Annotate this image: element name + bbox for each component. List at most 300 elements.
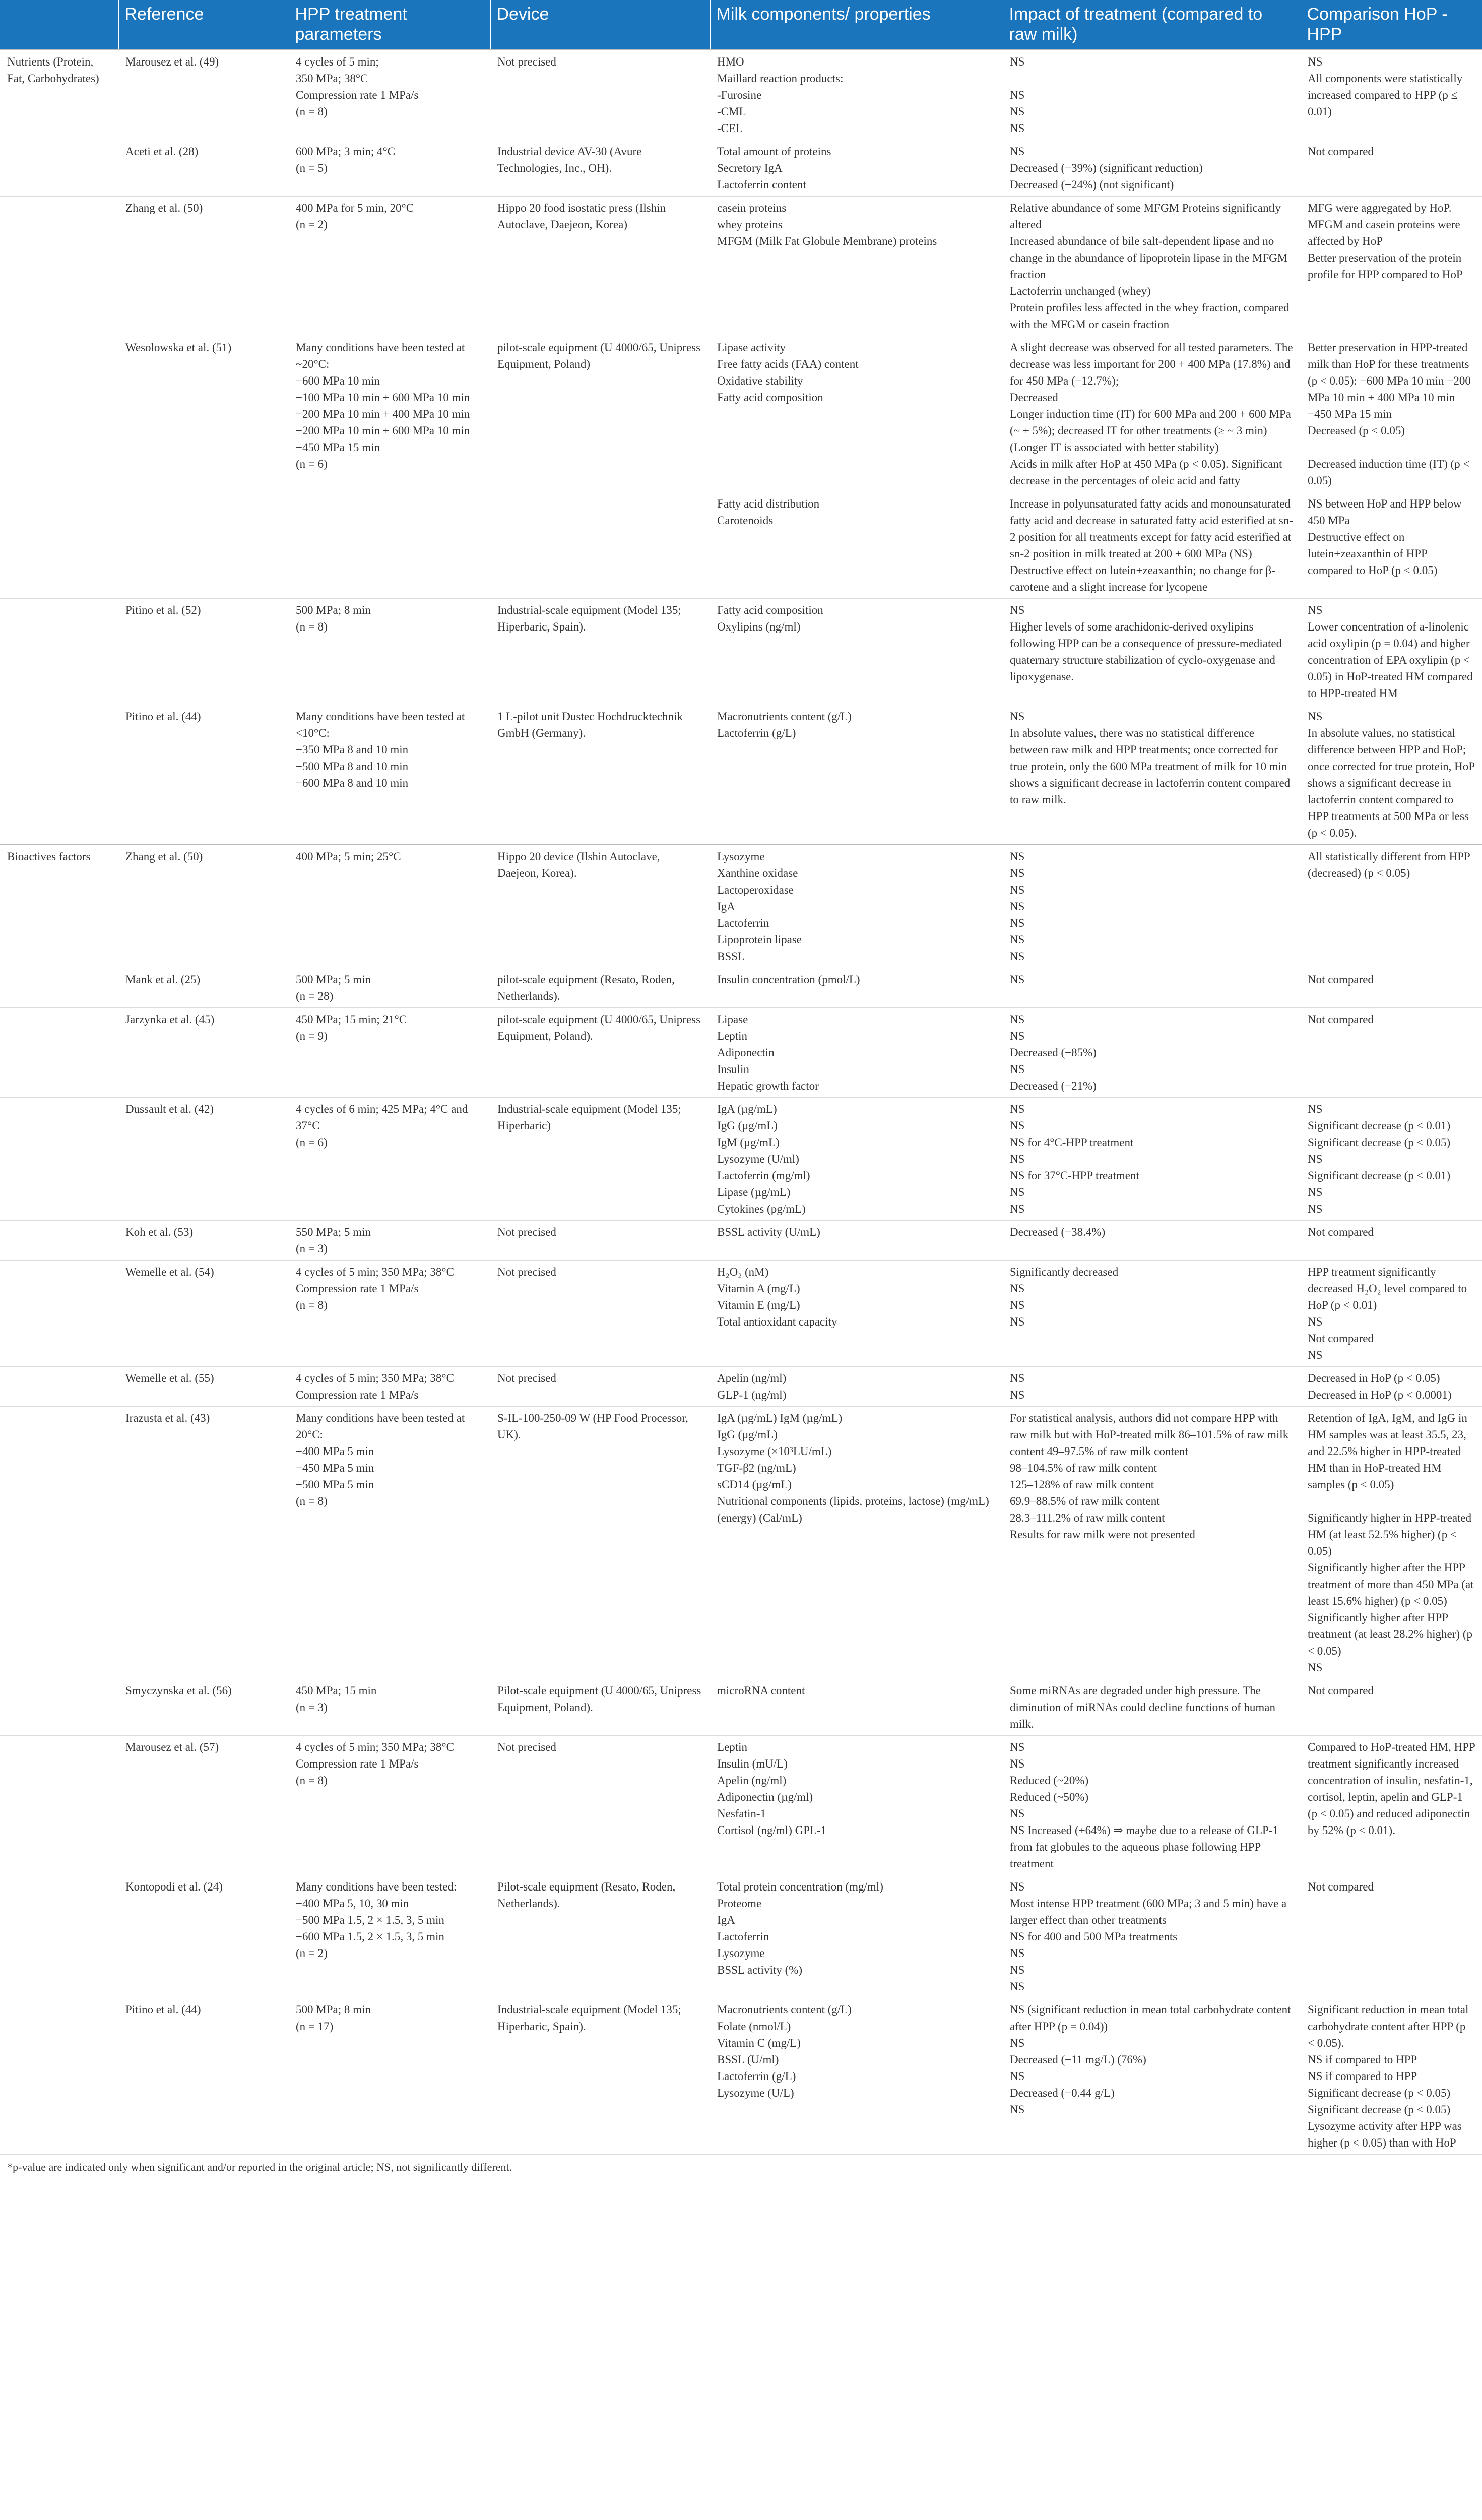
table-row [0, 140, 1482, 197]
comparison-cell [1301, 968, 1482, 1008]
cell-line: NS [1010, 900, 1025, 913]
cell-line: −500 MPa 1.5, 2 × 1.5, 3, 5 min [296, 1914, 444, 1926]
cell-line: Oxidative stability [717, 374, 803, 387]
cell-line: 28.3–111.2% of raw milk content [1010, 1511, 1165, 1524]
device-cell [490, 1008, 710, 1098]
cell-line: GLP-1 (ng/ml) [717, 1389, 787, 1401]
cell-line: NS [1308, 1349, 1323, 1361]
cell-line: Apelin (ng/ml) [717, 1372, 787, 1384]
cell-line: NS if compared to HPP [1308, 2070, 1417, 2083]
comparison-cell [1301, 705, 1482, 845]
cell-line: IgG (µg/mL) [717, 1428, 778, 1441]
reference-link[interactable]: Wesolowska et al. (51) [125, 341, 232, 354]
table-row [0, 1261, 1482, 1367]
reference-link[interactable]: Dussault et al. (42) [125, 1103, 214, 1115]
group-label [0, 1261, 118, 1367]
device-cell [490, 968, 710, 1008]
reference-cell [118, 1367, 289, 1407]
cell-line: NS for 4°C-HPP treatment [1010, 1136, 1134, 1149]
cell-line: Decreased [1010, 391, 1058, 404]
impact-cell [1003, 968, 1301, 1008]
components-cell [710, 1098, 1003, 1221]
reference-link[interactable]: Wemelle et al. (55) [125, 1372, 214, 1384]
table-row [0, 197, 1482, 336]
reference-cell [118, 1261, 289, 1367]
reference-link[interactable]: Pitino et al. (52) [125, 604, 201, 616]
cell-line: Decreased (p < 0.05) [1308, 424, 1405, 437]
group-label [0, 1679, 118, 1736]
cell-line: NS [1010, 2103, 1025, 2116]
reference-cell [118, 968, 289, 1008]
cell-line: NS [1010, 1372, 1025, 1384]
cell-line: Lipase (µg/mL) [717, 1186, 791, 1199]
comparison-cell [1301, 1736, 1482, 1875]
components-cell [710, 1221, 1003, 1261]
cell-line: Better preservation in HPP-treated milk than HoP for these treatments (p < 0.05): −600 MPa 10 min −200 MPa 10 min + 400 MPa 10 min −450 MPa 15 min [1308, 341, 1471, 420]
cell-line: In absolute values, there was no statistical difference between raw milk and HPP treatments; once corrected for true protein, only the 600 MPa treatment of milk for 10 min shows a significant decrease in lactoferrin content compared to raw milk. [1010, 727, 1291, 806]
device-cell [490, 1098, 710, 1221]
table-row [0, 1367, 1482, 1407]
device-cell [490, 1998, 710, 2155]
cell-line: Lower concentration of a-linolenic acid oxylipin (p = 0.04) and higher concentration of EPA oxylipin (p < 0.05) in HoP-treated HM compared to HPP-treated HM [1308, 620, 1473, 700]
cell-line: Relative abundance of some MFGM Proteins significantly altered [1010, 202, 1281, 231]
cell-line: -CEL [717, 122, 743, 135]
cell-line: Industrial device AV-30 (Avure Technologies, Inc., OH). [497, 145, 642, 174]
comparison-cell [1301, 197, 1482, 336]
cell-line: NS [1308, 710, 1323, 723]
table-row [0, 50, 1482, 140]
cell-line: Industrial-scale equipment (Model 135; Hiperbaric) [497, 1103, 681, 1132]
reference-cell [118, 599, 289, 705]
cell-line: 350 MPa; 38°C [296, 72, 368, 85]
device-cell [490, 336, 710, 492]
components-cell [710, 1261, 1003, 1367]
reference-cell [118, 1875, 289, 1998]
table-row [0, 336, 1482, 492]
cell-line: Fatty acid distribution [717, 497, 820, 510]
cell-line: Total protein concentration (mg/ml) [717, 1880, 883, 1893]
cell-line: BSSL activity (U/mL) [717, 1226, 820, 1238]
group-label: Nutrients (Protein, Fat, Carbohydrates) [0, 50, 118, 140]
impact-cell [1003, 1098, 1301, 1221]
cell-line: Lactoferrin (g/L) [717, 727, 796, 739]
cell-line: Decreased (−39%) (significant reduction) [1010, 162, 1203, 174]
group-label [0, 1098, 118, 1221]
cell-line: NS [1308, 1203, 1323, 1215]
cell-line: NS [1010, 1282, 1025, 1295]
cell-line: Nesfatin-1 [717, 1807, 766, 1820]
cell-line: Not compared [1308, 1226, 1374, 1238]
cell-line: Decreased (−21%) [1010, 1080, 1097, 1092]
impact-cell [1003, 1221, 1301, 1261]
cell-line: NS [1010, 1153, 1025, 1165]
comparison-cell [1301, 1679, 1482, 1736]
cell-line: NS [1308, 1153, 1323, 1165]
cell-line: Not compared [1308, 1880, 1374, 1893]
group-label: Bioactives factors [0, 845, 118, 968]
cell-line: Cortisol (ng/ml) GPL-1 [717, 1824, 827, 1837]
comparison-cell [1301, 140, 1482, 197]
cell-line: (n = 8) [296, 1495, 328, 1507]
cell-line: S-IL-100-250-09 W (HP Food Processor, UK). [497, 1412, 688, 1441]
comparison-cell [1301, 1261, 1482, 1367]
cell-line: Adiponectin (µg/ml) [717, 1791, 813, 1803]
cell-line: IgA [717, 900, 735, 913]
table-row [0, 845, 1482, 968]
cell-line: NS [1308, 1186, 1323, 1199]
cell-line: NS [1010, 950, 1025, 963]
components-cell [710, 1679, 1003, 1736]
cell-line: Decreased in HoP (p < 0.05) [1308, 1372, 1440, 1384]
cell-line: HPP treatment significantly decreased H₂O₂ level compared to HoP (p < 0.01) [1308, 1266, 1467, 1311]
components-cell [710, 492, 1003, 599]
cell-line: Some miRNAs are degraded under high pressure. The diminution of miRNAs could decline functions of human milk. [1010, 1684, 1276, 1730]
cell-line: Hippo 20 device (Ilshin Autoclave, Daejeon, Korea). [497, 850, 660, 879]
cell-line: (n = 2) [296, 218, 328, 231]
cell-line: 4 cycles of 5 min; 350 MPa; 38°C [296, 1372, 454, 1384]
cell-line: Lysozyme [717, 850, 765, 863]
reference-link[interactable]: Zhang et al. (50) [125, 850, 203, 863]
cell-line: 450 MPa; 15 min; 21°C [296, 1013, 407, 1026]
reference-link[interactable]: Zhang et al. (50) [125, 202, 203, 214]
cell-line: Decreased (−24%) (not significant) [1010, 178, 1174, 191]
column-header: Device [490, 0, 710, 50]
cell-line: Many conditions have been tested at 20°C: [296, 1412, 465, 1441]
cell-line: (n = 8) [296, 1299, 328, 1311]
cell-line: NS [1010, 105, 1025, 118]
cell-line: (n = 8) [296, 1774, 328, 1787]
cell-line: Industrial-scale equipment (Model 135; Hiperbaric, Spain). [497, 2003, 681, 2033]
column-header: Milk components/ properties [710, 0, 1003, 50]
cell-line [1308, 439, 1475, 456]
cell-line: NS [1010, 850, 1025, 863]
cell-line: 98–104.5% of raw milk content [1010, 1462, 1157, 1474]
components-cell [710, 968, 1003, 1008]
cell-line: Acids in milk after HoP at 450 MPa (p < 0.05). Significant decrease in the percentages of oleic acid and fatty [1010, 458, 1282, 487]
cell-line: (n = 5) [296, 162, 328, 174]
cell-line: Lactoferrin [717, 917, 769, 929]
cell-line: Compression rate 1 MPa/s [296, 1389, 419, 1401]
group-label [0, 197, 118, 336]
cell-line: NS [1010, 1389, 1025, 1401]
cell-line: Lysozyme (U/ml) [717, 1153, 799, 1165]
cell-line: (n = 17) [296, 2020, 334, 2033]
cell-line: 4 cycles of 5 min; 350 MPa; 38°C [296, 1266, 454, 1278]
group-label [0, 705, 118, 845]
reference-link[interactable]: Jarzynka et al. (45) [125, 1013, 215, 1026]
cell-line: H₂O₂ (nM) [717, 1266, 769, 1278]
cell-line: NS for 37°C-HPP treatment [1010, 1169, 1139, 1182]
column-header: HPP treatment parameters [289, 0, 490, 50]
comparison-cell [1301, 1221, 1482, 1261]
impact-cell [1003, 1407, 1301, 1679]
params-cell [289, 1736, 490, 1875]
cell-line: NS [1010, 1980, 1025, 1993]
cell-line: Many conditions have been tested at ~20°C: [296, 341, 465, 370]
column-header: Reference [118, 0, 289, 50]
cell-line: microRNA content [717, 1684, 805, 1697]
cell-line: −500 MPa 8 and 10 min [296, 760, 409, 773]
cell-line: 400 MPa; 5 min; 25°C [296, 850, 401, 863]
impact-cell [1003, 1679, 1301, 1736]
reference-link[interactable]: Marousez et al. (57) [125, 1741, 219, 1753]
params-cell [289, 336, 490, 492]
components-cell [710, 1736, 1003, 1875]
cell-line: IgA (µg/mL) IgM (µg/mL) [717, 1412, 843, 1424]
cell-line: Not precised [497, 1266, 556, 1278]
comparison-cell [1301, 1008, 1482, 1098]
cell-line: 500 MPa; 8 min [296, 2003, 371, 2016]
cell-line: −450 MPa 15 min [296, 441, 380, 454]
table-row [0, 1008, 1482, 1098]
cell-line: 400 MPa for 5 min, 20°C [296, 202, 414, 214]
cell-line: Compared to HoP-treated HM, HPP treatment significantly increased concentration of insulin, nesfatin-1, cortisol, leptin, apelin and GLP-1 (p < 0.05) and reduced adiponectin by 52% (p < 0.01). [1308, 1741, 1475, 1837]
cell-line: NS [1010, 604, 1025, 616]
reference-cell [118, 1407, 289, 1679]
table-row [0, 1736, 1482, 1875]
cell-line: IgA [717, 1914, 735, 1926]
cell-line: (n = 2) [296, 1947, 328, 1960]
cell-line: Significant decrease (p < 0.01) [1308, 1119, 1451, 1132]
reference-cell [118, 1098, 289, 1221]
reference-link[interactable]: Aceti et al. (28) [125, 145, 199, 158]
cell-line: NS Increased (+64%) ⇒ maybe due to a release of GLP-1 from fat globules to the aqueous phase following HPP treatment [1010, 1824, 1278, 1870]
cell-line: MFGM and casein proteins were affected by HoP [1308, 218, 1460, 247]
cell-line: NS [1010, 1103, 1025, 1115]
cell-line: BSSL (U/ml) [717, 2053, 779, 2066]
cell-line: Pilot-scale equipment (Resato, Roden, Netherlands). [497, 1880, 676, 1910]
cell-line: Significant decrease (p < 0.05) [1308, 1136, 1451, 1149]
device-cell [490, 599, 710, 705]
cell-line: Fatty acid composition [717, 391, 823, 404]
cell-line: Lactoferrin content [717, 178, 806, 191]
cell-line: Nutritional components (lipids, proteins, lactose) (mg/mL) (energy) (Cal/mL) [717, 1495, 989, 1524]
cell-line: Increase in polyunsaturated fatty acids and monounsaturated fatty acid and decrease in saturated fatty acid esterified at sn-2 position for all treatments except for fatty acid esterified at sn-2 position in milk treated at 200 + 600 MPa (NS) [1010, 497, 1293, 560]
cell-line: Total antioxidant capacity [717, 1315, 837, 1328]
cell-line: Xanthine oxidase [717, 867, 798, 879]
comparison-cell [1301, 492, 1482, 599]
cell-line: Insulin [717, 1063, 749, 1076]
cell-line: NS [1010, 89, 1025, 101]
cell-line: 4 cycles of 5 min; 350 MPa; 38°C [296, 1741, 454, 1753]
group-label [0, 1221, 118, 1261]
comparison-cell [1301, 1998, 1482, 2155]
impact-cell [1003, 1367, 1301, 1407]
device-cell [490, 492, 710, 599]
cell-line: 4 cycles of 5 min; [296, 55, 379, 68]
cell-line: All components were statistically increased compared to HPP (p ≤ 0.01) [1308, 72, 1463, 118]
cell-line: NS [1308, 1315, 1323, 1328]
cell-line: Folate (nmol/L) [717, 2020, 791, 2033]
cell-line: Decreased induction time (IT) (p < 0.05) [1308, 458, 1470, 487]
components-cell [710, 599, 1003, 705]
comparison-cell [1301, 599, 1482, 705]
params-cell [289, 492, 490, 599]
cell-line: BSSL activity (%) [717, 1964, 803, 1976]
cell-line: Compression rate 1 MPa/s [296, 89, 419, 101]
cell-line: Cytokines (pg/mL) [717, 1203, 806, 1215]
reference-cell [118, 492, 289, 599]
table-row [0, 1221, 1482, 1261]
cell-line: NS [1010, 2037, 1025, 2049]
impact-cell [1003, 140, 1301, 197]
cell-line: sCD14 (µg/mL) [717, 1478, 792, 1491]
cell-line: MFGM (Milk Fat Globule Membrane) proteins [717, 235, 937, 247]
reference-link[interactable]: Wemelle et al. (54) [125, 1266, 214, 1278]
cell-line: -Furosine [717, 89, 762, 101]
cell-line: NS [1308, 1103, 1323, 1115]
cell-line: Higher levels of some arachidonic-derived oxylipins following HPP can be a consequence of pressure-mediated quaternary structure stabilization of cyclo-oxygenase and lipoxygenase. [1010, 620, 1282, 683]
components-cell [710, 50, 1003, 140]
cell-line: (n = 28) [296, 990, 334, 1002]
cell-line: Significantly higher after HPP treatment (at least 28.2% higher) (p < 0.05) [1308, 1611, 1472, 1657]
cell-line: NS [1010, 884, 1025, 896]
cell-line: NS [1010, 1119, 1025, 1132]
cell-line: NS between HoP and HPP below 450 MPa [1308, 497, 1462, 527]
cell-line: NS [1010, 1013, 1025, 1026]
cell-line: Carotenoids [717, 514, 774, 527]
group-label [0, 1875, 118, 1998]
impact-cell [1003, 1008, 1301, 1098]
group-label [0, 1998, 118, 2155]
reference-link[interactable]: Marousez et al. (49) [125, 55, 219, 68]
components-cell [710, 1875, 1003, 1998]
cell-line: Significantly decreased [1010, 1266, 1119, 1278]
params-cell [289, 1261, 490, 1367]
cell-line: Significant decrease (p < 0.05) [1308, 2103, 1451, 2116]
cell-line: Many conditions have been tested at <10°C: [296, 710, 465, 739]
components-cell [710, 705, 1003, 845]
reference-link[interactable]: Mank et al. (25) [125, 973, 201, 986]
components-cell [710, 1367, 1003, 1407]
cell-line: Lactoperoxidase [717, 884, 794, 896]
reference-link[interactable]: Pitino et al. (44) [125, 710, 201, 723]
cell-line: Not precised [497, 1741, 556, 1753]
cell-line: Insulin concentration (pmol/L) [717, 973, 860, 986]
cell-line: NS [1010, 145, 1025, 158]
cell-line: 1 L-pilot unit Dustec Hochdrucktechnik GmbH (Germany). [497, 710, 683, 739]
cell-line: −100 MPa 10 min + 600 MPa 10 min [296, 391, 470, 404]
cell-line: A slight decrease was observed for all tested parameters. The decrease was less important for 200 + 400 MPa (17.8%) and for 450 MPa (−12.7%); [1010, 341, 1293, 387]
cell-line: Secretory IgA [717, 162, 783, 174]
cell-line: Not precised [497, 55, 556, 68]
cell-line: Results for raw milk were not presented [1010, 1528, 1195, 1541]
cell-line: 500 MPa; 5 min [296, 973, 371, 986]
cell-line: Vitamin C (mg/L) [717, 2037, 801, 2049]
params-cell [289, 1221, 490, 1261]
device-cell [490, 1679, 710, 1736]
cell-line: IgG (µg/mL) [717, 1119, 778, 1132]
reference-cell [118, 50, 289, 140]
cell-line: Lysozyme activity after HPP was higher (p < 0.05) than with HoP [1308, 2120, 1462, 2149]
reference-cell [118, 705, 289, 845]
params-cell [289, 1008, 490, 1098]
cell-line: Leptin [717, 1030, 748, 1042]
components-cell [710, 845, 1003, 968]
cell-line: NS [1010, 2070, 1025, 2083]
cell-line: Decreased (−38.4%) [1010, 1226, 1106, 1238]
cell-line: NS [1010, 1880, 1025, 1893]
reference-link[interactable]: Pitino et al. (44) [125, 2003, 201, 2016]
impact-cell [1003, 1736, 1301, 1875]
group-label [0, 492, 118, 599]
cell-line: In absolute values, no statistical difference between HPP and HoP; once corrected for true protein, HoP shows a significant decrease in lactoferrin content compared to HPP treatments at 500 MPa or less (p < 0.05). [1308, 727, 1475, 839]
cell-line: NS [1010, 973, 1025, 986]
cell-line: -CML [717, 105, 746, 118]
cell-line: Significant decrease (p < 0.01) [1308, 1169, 1451, 1182]
cell-line: Lactoferrin (mg/ml) [717, 1169, 810, 1182]
reference-link[interactable]: Koh et al. (53) [125, 1226, 194, 1238]
cell-line: Reduced (~50%) [1010, 1791, 1089, 1803]
cell-line: Not compared [1308, 1013, 1374, 1026]
cell-line: MFG were aggregated by HoP. [1308, 202, 1452, 214]
comparison-cell [1301, 50, 1482, 140]
comparison-cell [1301, 336, 1482, 492]
cell-line: Significant decrease (p < 0.05) [1308, 2087, 1451, 2099]
params-cell [289, 140, 490, 197]
params-cell [289, 599, 490, 705]
cell-line: Pilot-scale equipment (U 4000/65, Unipress Equipment, Poland). [497, 1684, 701, 1714]
cell-line: Compression rate 1 MPa/s [296, 1757, 419, 1770]
table-row [0, 1679, 1482, 1736]
cell-line: NS [1010, 1299, 1025, 1311]
cell-line: 550 MPa; 5 min [296, 1226, 371, 1238]
cell-line: Macronutrients content (g/L) [717, 2003, 852, 2016]
reference-link[interactable]: Kontopodi et al. (24) [125, 1880, 223, 1893]
cell-line: IgM (µg/mL) [717, 1136, 780, 1149]
cell-line: Compression rate 1 MPa/s [296, 1282, 419, 1295]
cell-line: NS [1010, 1947, 1025, 1960]
impact-cell [1003, 50, 1301, 140]
cell-line: Lipoprotein lipase [717, 933, 802, 946]
cell-line: (n = 6) [296, 458, 328, 470]
cell-line: NS [1010, 1807, 1025, 1820]
reference-link[interactable]: Irazusta et al. (43) [125, 1412, 210, 1424]
cell-line: Not compared [1308, 1684, 1374, 1697]
column-header [0, 0, 118, 50]
comparison-cell [1301, 1875, 1482, 1998]
device-cell [490, 1407, 710, 1679]
cell-line: (n = 3) [296, 1242, 328, 1255]
params-cell [289, 705, 490, 845]
params-cell [289, 1367, 490, 1407]
cell-line: NS [1010, 1741, 1025, 1753]
cell-line: NS [1308, 604, 1323, 616]
cell-line: Decreased (−85%) [1010, 1046, 1097, 1059]
device-cell [490, 1261, 710, 1367]
cell-line: Lysozyme (U/L) [717, 2087, 794, 2099]
cell-line: pilot-scale equipment (U 4000/65, Unipress Equipment, Poland) [497, 341, 701, 370]
cell-line: Fatty acid composition [717, 604, 823, 616]
cell-line: Vitamin A (mg/L) [717, 1282, 800, 1295]
cell-line [1308, 1493, 1475, 1509]
cell-line: casein proteins [717, 202, 787, 214]
cell-line: Decreased (−0.44 g/L) [1010, 2087, 1115, 2099]
cell-line: Lactoferrin [717, 1930, 769, 1943]
reference-link[interactable]: Smyczynska et al. (56) [125, 1684, 232, 1697]
reference-cell [118, 1679, 289, 1736]
cell-line: Macronutrients content (g/L) [717, 710, 852, 723]
comparison-cell [1301, 1098, 1482, 1221]
cell-line [1010, 70, 1294, 87]
cell-line: Longer induction time (IT) for 600 MPa and 200 + 600 MPa (~ + 5%); decreased IT for other treatments (≥ ~ 3 min) (Longer IT is associated with better stability) [1010, 408, 1291, 454]
cell-line: Better preservation of the protein profile for HPP compared to HoP [1308, 251, 1463, 281]
cell-line: TGF-β2 (ng/mL) [717, 1462, 796, 1474]
device-cell [490, 197, 710, 336]
params-cell [289, 197, 490, 336]
cell-line: 4 cycles of 6 min; 425 MPa; 4°C and 37°C [296, 1103, 468, 1132]
params-cell [289, 50, 490, 140]
